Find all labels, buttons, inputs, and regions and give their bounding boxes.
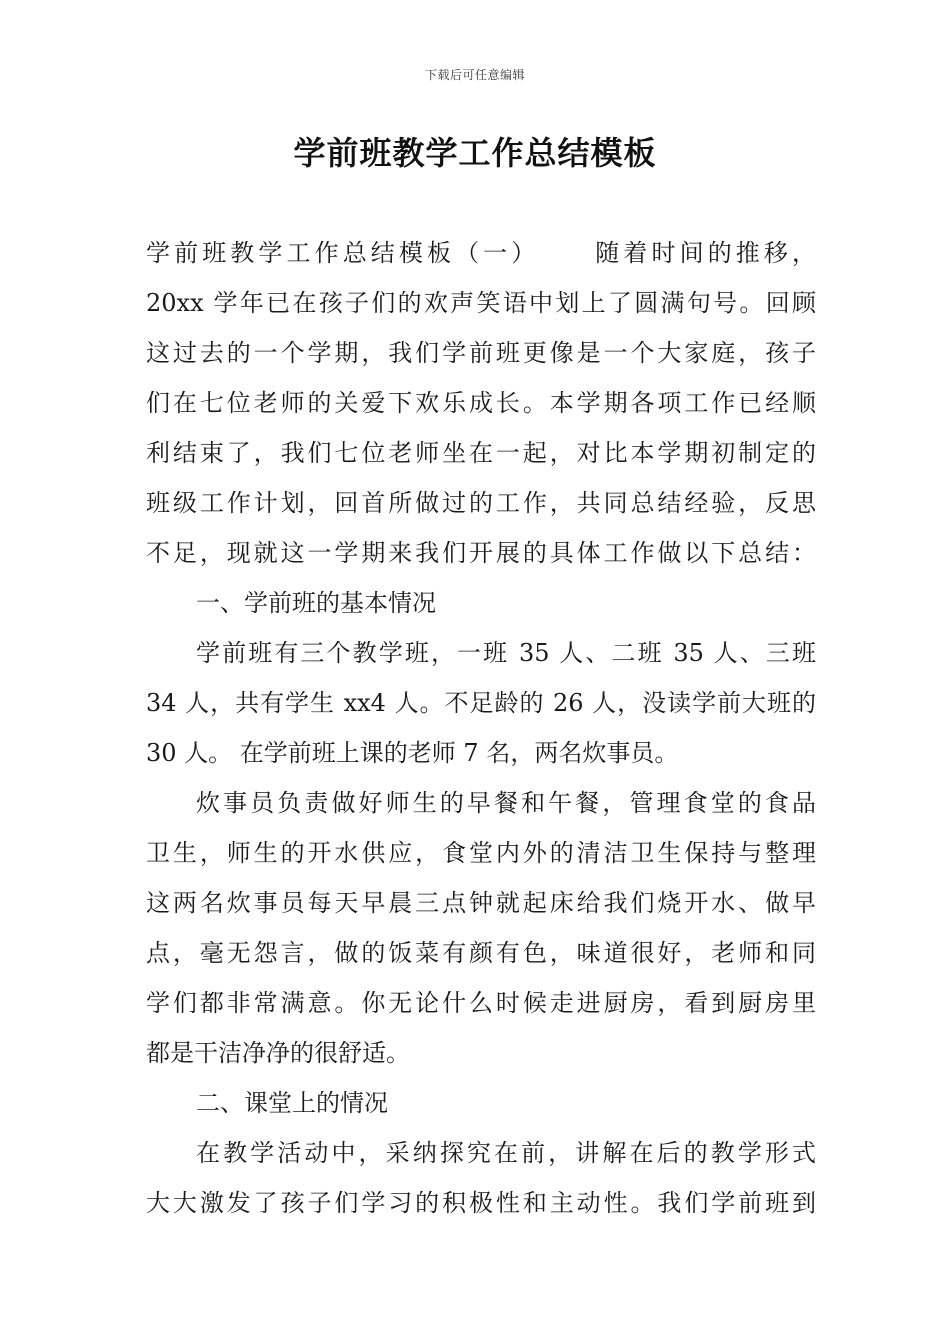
body-line: 炊事员负责做好师生的早餐和午餐，管理食堂的食品 bbox=[196, 789, 816, 817]
body-line: 利结束了，我们七位老师坐在一起，对比本学期初制定的 bbox=[146, 439, 816, 467]
body-line: 这过去的一个学期，我们学前班更像是一个大家庭，孩子 bbox=[146, 339, 816, 367]
body-line: 学们都非常满意。你无论什么时候走进厨房，看到厨房里 bbox=[146, 989, 816, 1017]
body-line: 都是干洁净净的很舒适。 bbox=[146, 1039, 410, 1067]
section-heading: 二、课堂上的情况 bbox=[196, 1089, 388, 1117]
document-body bbox=[146, 228, 816, 1228]
body-line: 大大激发了孩子们学习的积极性和主动性。我们学前班到 bbox=[146, 1189, 816, 1217]
body-line: 30 人。 在学前班上课的老师 7 名，两名炊事员。 bbox=[146, 739, 679, 767]
body-line: 在教学活动中，采纳探究在前，讲解在后的教学形式 bbox=[196, 1139, 816, 1167]
document-title: 学前班教学工作总结模板 bbox=[293, 134, 657, 172]
body-line: 点，毫无怨言，做的饭菜有颜有色，味道很好，老师和同 bbox=[146, 939, 816, 967]
body-line: 们在七位老师的关爱下欢乐成长。本学期各项工作已经顺 bbox=[146, 389, 816, 417]
section-heading: 一、学前班的基本情况 bbox=[196, 589, 436, 617]
body-line: 学前班教学工作总结模板（一） 随着时间的推移， bbox=[146, 239, 816, 267]
body-line: 这两名炊事员每天早晨三点钟就起床给我们烧开水、做早 bbox=[146, 889, 816, 917]
body-line: 20xx 学年已在孩子们的欢声笑语中划上了圆满句号。回顾 bbox=[146, 289, 816, 317]
body-line: 不足，现就这一学期来我们开展的具体工作做以下总结： bbox=[146, 539, 816, 567]
body-line: 卫生，师生的开水供应，食堂内外的清洁卫生保持与整理 bbox=[146, 839, 816, 867]
header-note: 下载后可任意编辑 bbox=[424, 68, 525, 82]
body-line: 班级工作计划，回首所做过的工作，共同总结经验，反思 bbox=[146, 489, 816, 517]
body-line: 学前班有三个教学班，一班 35 人、二班 35 人、三班 bbox=[196, 639, 816, 667]
body-line: 34 人，共有学生 xx4 人。不足龄的 26 人，没读学前大班的 bbox=[146, 689, 816, 717]
